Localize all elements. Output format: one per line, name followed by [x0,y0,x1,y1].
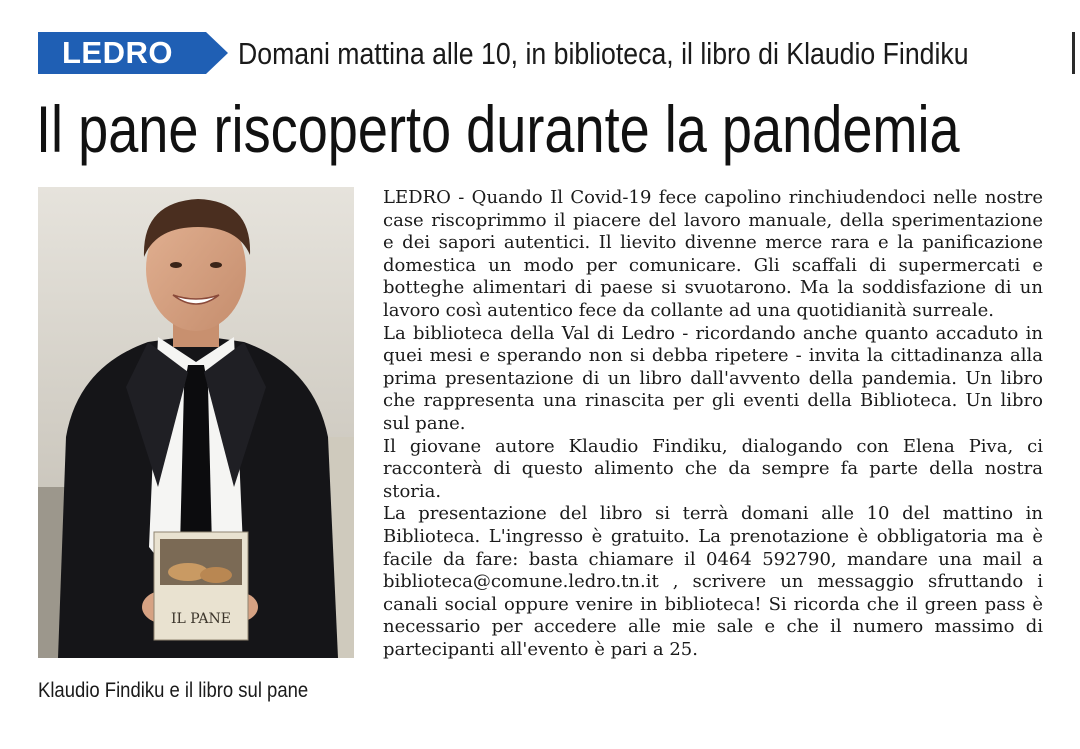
photo-caption: Klaudio Findiku e il libro sul pane [38,679,309,702]
article-paragraph: Il giovane autore Klaudio Findiku, dialogando con Elena Piva, ci racconterà di questo alimento che da sempre fa parte della nostra storia. [383,435,1043,502]
section-tag [38,32,228,74]
article-paragraph: La presentazione del libro si terrà domani alle 10 del mattino in Biblioteca. L'ingresso è gratuito. La prenotazione è obbligatoria ma è facile da fare: basta chiamare il 0464 592790, mandare una mail a biblioteca@comune.ledro.tn.it , scrivere un messaggio sfruttando i canali social oppure venire in biblioteca! Si ricorda che il green pass è necessario per accedere alle mie sale e che il numero massimo di partecipanti all'evento è pari a 25. [383,503,1043,660]
article-body [383,187,1043,661]
section-tag-label: LEDRO [62,35,173,70]
headline: Il pane riscoperto durante la pandemia [36,92,960,166]
book-cover-title: IL PANE [171,611,231,627]
author-photo [38,187,354,658]
article-paragraph: LEDRO - Quando Il Covid-19 fece capolino rinchiudendoci nelle nostre case riscoprimmo il piacere del lavoro manuale, della sperimentazione e dei sapori autentici. Il lievito divenne merce rara e la panificazione domestica un modo per comunicare. Gli scaffali di supermercati e botteghe alimentari di paese si svuotarono. Ma la soddisfazione di un lavoro così autentico fece da collante ad una quotidianità surreale. [383,187,1043,321]
article-paragraph: La biblioteca della Val di Ledro - ricordando anche quanto accaduto in quei mesi e sperando non si debba ripetere - invita la cittadinanza alla prima presentazione di un libro dall'avvento della pandemia. Un libro che rappresenta una rinascita per gli eventi della Biblioteca. Un libro sul pane. [383,322,1043,434]
kicker: Domani mattina alle 10, in biblioteca, il libro di Klaudio Findiku [238,36,969,71]
portrait-photo-icon [38,187,354,658]
column-rule [1072,32,1075,74]
